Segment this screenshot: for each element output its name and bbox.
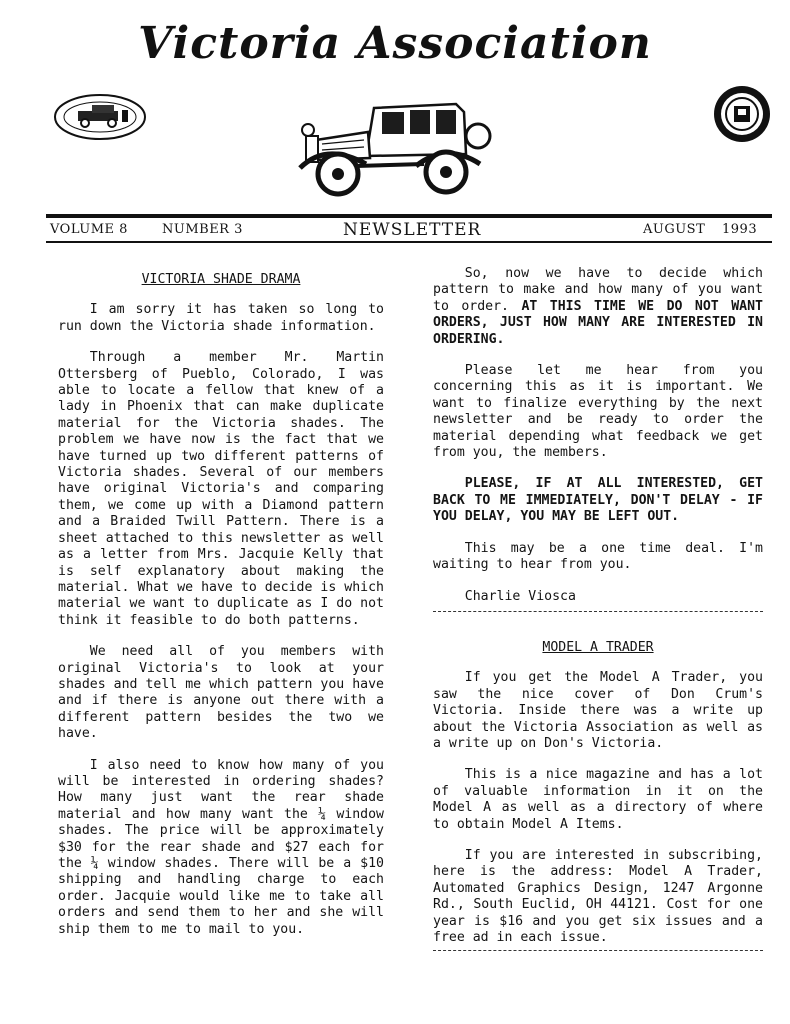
paragraph: This may be a one time deal. I'm waiting to hear from you.: [433, 540, 763, 573]
number-label: NUMBER 3: [162, 222, 243, 237]
bottom-rule: [46, 241, 772, 243]
paragraph-bold-text: AT THIS TIME WE DO NOT WANT ORDERS, JUST HOW MANY ARE INTERESTED IN ORDERING.: [433, 298, 763, 347]
masthead-title: Victoria Association: [138, 18, 652, 69]
right-column: [433, 266, 763, 951]
article-heading-model-a-trader: MODEL A TRADER: [542, 639, 654, 655]
left-column: [58, 266, 384, 953]
paragraph: Please let me hear from you concerning this as it is important. We want to finalize everything by the next newsletter and be ready to order the material depending what feedback we get from you, the members.: [433, 363, 763, 461]
article-heading-shade-drama: VICTORIA SHADE DRAMA: [141, 272, 301, 287]
year-label: 1993: [722, 222, 758, 237]
paragraph: We need all of you members with original Victoria's to look at your shades and tell me which pattern you have and if there is anyone out there with a different pattern besides the two we have.: [58, 644, 384, 742]
dashed-divider: [433, 950, 763, 951]
circular-club-seal: [712, 84, 772, 144]
dashed-divider: [433, 611, 763, 612]
newsletter-label: NEWSLETTER: [343, 220, 482, 240]
paragraph-urgent: PLEASE, IF AT ALL INTERESTED, GET BACK TO ME IMMEDIATELY, DON'T DELAY - IF YOU DELAY, YOU MAY BE LEFT OUT.: [433, 476, 763, 525]
paragraph: If you are interested in subscribing, here is the address: Model A Trader, Automated Graphics Design, 1247 Argonne Rd., South Euclid, OH 44121. Cost for one year is $16 and you get six issues and a free ad in each issue.: [433, 847, 763, 945]
paragraph: I also need to know how many of you will be interested in ordering shades? How many just want the rear shade material and how many want the ¼ window shades. The price will be approximately $30 for the rear shade and $27 each for the ¼ window shades. There will be a $10 shipping and handling charge to each order. Jacquie would like me to take all orders and send them to her and she will ship them to me to mail to you.: [58, 757, 384, 937]
model-a-ford-club-logo: [52, 92, 148, 142]
paragraph: I am sorry it has taken so long to run down the Victoria shade information.: [58, 302, 384, 334]
paragraph: If you get the Model A Trader, you saw the nice cover of Don Crum's Victoria. Inside there was a write up about the Victoria Association as well as a write up on Don's Victoria.: [433, 670, 763, 751]
signature: Charlie Viosca: [464, 588, 576, 604]
month-label: AUGUST: [643, 222, 706, 237]
issue-bar: [46, 218, 772, 241]
paragraph: This is a nice magazine and has a lot of valuable information in it on the Model A as well as a directory of where to obtain Model A Items.: [433, 767, 763, 832]
model-a-victoria-car-icon: [296, 92, 492, 200]
volume-label: VOLUME 8: [50, 222, 128, 237]
paragraph: Through a member Mr. Martin Ottersberg of Pueblo, Colorado, I was able to locate a fellow that knew of a lady in Phoenix that can make duplicate material for the Victoria shades. The problem we have now is the fact that we have turned up two different patterns of Victoria shades. Several of our members have original Victoria's and comparing them, we come up with a Diamond pattern and a Braided Twill Pattern. There is a sheet attached to this newsletter as well as a letter from Mrs. Jacquie Kelly that is self explanatory about making the material. What we have to decide is which material we want to duplicate as I do not think it feasible to do both patterns.: [58, 350, 384, 628]
paragraph: [433, 266, 763, 348]
paragraph-text: So, now we have to decide which pattern to make and how many of you want to order.: [433, 266, 763, 314]
